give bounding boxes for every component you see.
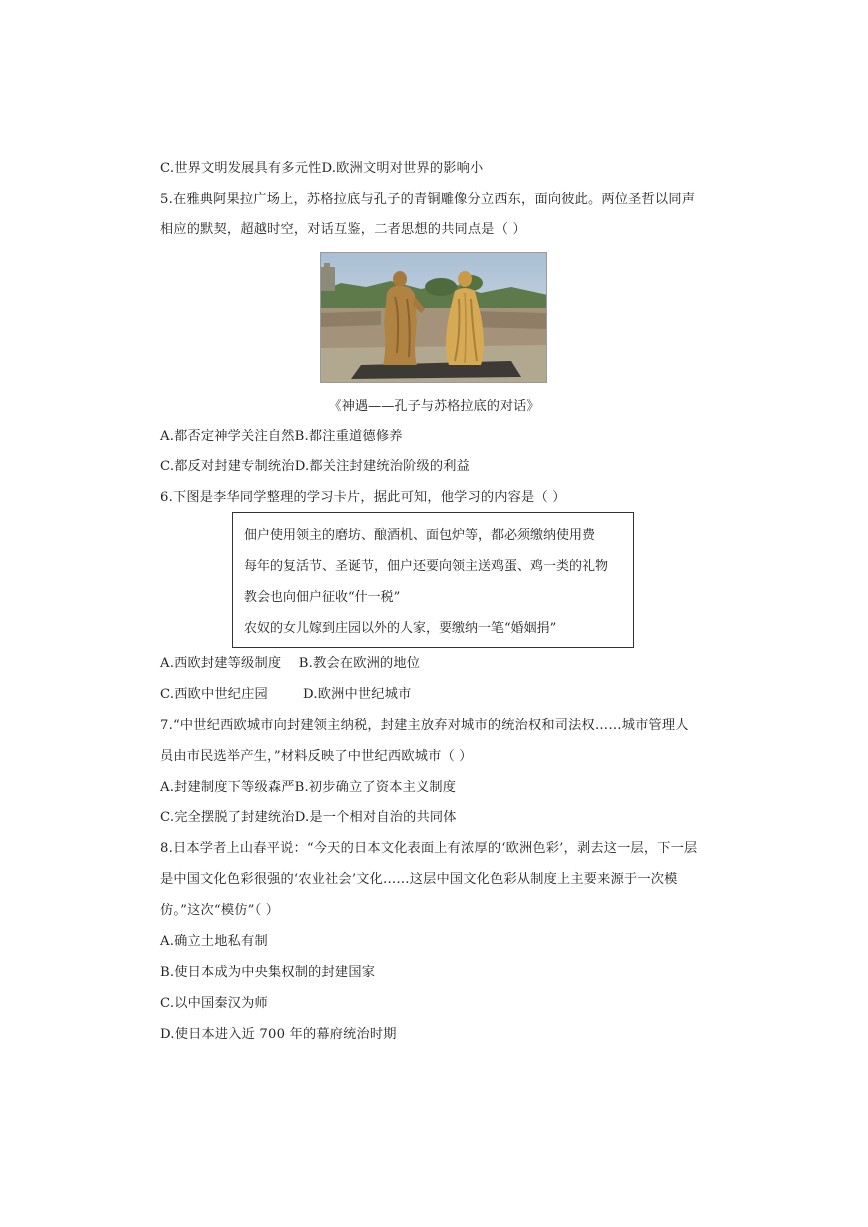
q6-options-cd: C.西欧中世纪庄园 D.欧洲中世纪城市 [160, 687, 412, 702]
image-caption: 《神遇——孔子与苏格拉底的对话》 [328, 399, 540, 414]
q7-stem-line1: 7.“中世纪西欧城市向封建领主纳税，封建主放弃对城市的统治权和司法权……城市管理人 [160, 718, 689, 733]
study-card [232, 512, 634, 648]
q8-stem-line2: 是中国文化色彩很强的‘农业社会’文化……这层中国文化色彩从制度上主要来源于一次模 [160, 872, 678, 887]
q5-options-cd: C.都反对封建专制统治D.都关注封建统治阶级的利益 [160, 459, 471, 474]
card-line: 教会也向佃户征收“什一税” [244, 590, 401, 605]
statues-photo [320, 252, 547, 383]
q8-option-b: B.使日本成为中央集权制的封建国家 [160, 965, 376, 980]
q4-options-cd: C.世界文明发展具有多元性D.欧洲文明对世界的影响小 [160, 161, 484, 176]
q6-stem: 6.下图是李华同学整理的学习卡片，据此可知，他学习的内容是（ ） [160, 490, 566, 505]
q6-options-ab: A.西欧封建等级制度 B.教会在欧洲的地位 [160, 656, 421, 671]
statues-illustration [321, 253, 547, 383]
q8-option-a: A.确立土地私有制 [160, 934, 268, 949]
q7-options-ab: A.封建制度下等级森严B.初步确立了资本主义制度 [160, 780, 457, 795]
q7-options-cd: C.完全摆脱了封建统治D.是一个相对自治的共同体 [160, 810, 457, 825]
card-line: 佃户使用领主的磨坊、酿酒机、面包炉等，都必须缴纳使用费 [244, 528, 596, 543]
q5-options-ab: A.都否定神学关注自然B.都注重道德修养 [160, 429, 403, 444]
card-line: 每年的复活节、圣诞节，佃户还要向领主送鸡蛋、鸡一类的礼物 [244, 559, 609, 574]
q7-stem-line2: 员由市民选举产生，”材料反映了中世纪西欧城市（ ） [160, 749, 473, 764]
q8-option-d: D.使日本进入近 700 年的幕府统治时期 [160, 1027, 397, 1042]
card-line: 农奴的女儿嫁到庄园以外的人家，要缴纳一笔“婚姻捐” [244, 621, 557, 636]
q8-stem-line3: 仿。”这次“模仿”（ ） [160, 903, 280, 918]
q5-stem-line1: 5.在雅典阿果拉广场上，苏格拉底与孔子的青铜雕像分立西东，面向彼此。两位圣哲以同声 [160, 192, 696, 207]
q5-stem-line2: 相应的默契，超越时空，对话互鉴，二者思想的共同点是（ ） [160, 222, 526, 237]
q8-stem-line1: 8.日本学者上山春平说：“今天的日本文化表面上有浓厚的‘欧洲色彩’，剥去这一层，下一层 [160, 841, 698, 856]
q8-option-c: C.以中国秦汉为师 [160, 996, 268, 1011]
